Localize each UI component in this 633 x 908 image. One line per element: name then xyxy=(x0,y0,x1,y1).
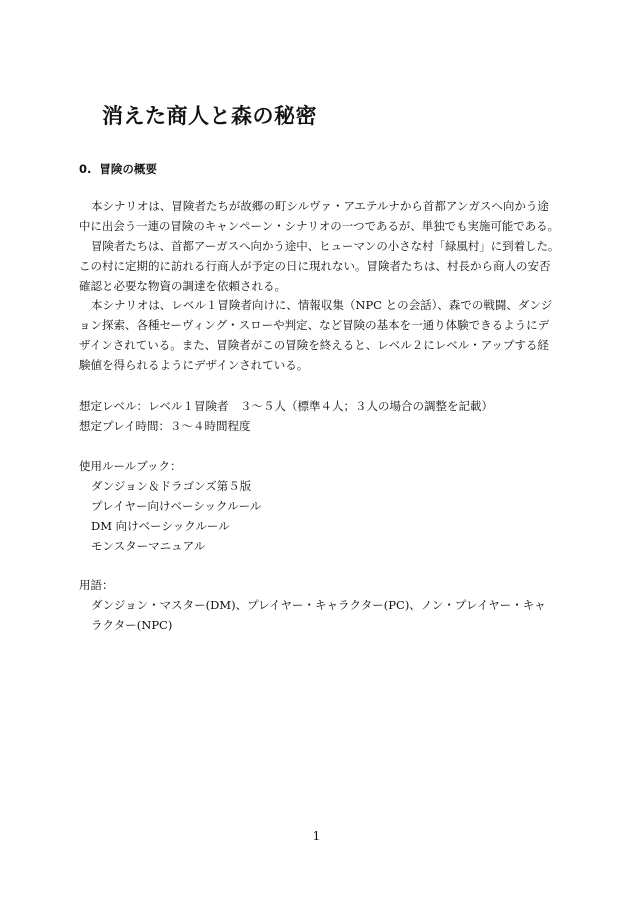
level-info: 想定レベル：レベル１冒険者 ３～５人（標準４人；３人の場合の調整を記載） xyxy=(79,399,493,413)
paragraph-line: 冒険者たちは、首都アーガスへ向かう途中、ヒューマンの小さな村「緑風村」に到着した。 xyxy=(91,239,560,253)
paragraph-line: 確認と必要な物資の調達を依頼される。 xyxy=(79,279,286,293)
rulebook-item: ダンジョン＆ドラゴンズ第５版 xyxy=(91,479,252,493)
rulebooks-heading: 使用ルールブック： xyxy=(79,459,182,473)
document-title: 消えた商人と森の秘密 xyxy=(102,104,317,128)
paragraph-line: 本シナリオは、冒険者たちが故郷の町シルヴァ・アエテルナから首都アンガスへ向かう途 xyxy=(91,199,549,213)
rulebook-item: プレイヤー向けベーシックルール xyxy=(91,499,262,513)
rulebook-item: モンスターマニュアル xyxy=(91,539,206,553)
paragraph-line: ザインされている。また、冒険者がこの冒険を終えると、レベル２にレベル・アップする経 xyxy=(79,338,549,352)
terms-line: ラクター(NPC) xyxy=(91,618,173,632)
paragraph-line: この村に定期的に訪れる行商人が予定の日に現れない。冒険者たちは、村長から商人の安否 xyxy=(79,259,551,273)
rulebook-item: DM 向けベーシックルール xyxy=(91,519,230,533)
paragraph-line: 本シナリオは、レベル１冒険者向けに、情報収集（NPC との会話）、森での戦闘、ダンジ xyxy=(91,298,553,312)
terms-heading: 用語： xyxy=(79,578,114,592)
page-number: 1 xyxy=(312,829,321,843)
paragraph-line: 中に出会う一連の冒険のキャンペーン・シナリオの一つであるが、単独でも実施可能である。 xyxy=(79,219,560,233)
paragraph-line: 験値を得られるようにデザインされている。 xyxy=(79,358,309,372)
terms-line: ダンジョン・マスター(DM)、プレイヤー・キャラクター(PC)、ノン・プレイヤー・キャ xyxy=(91,598,546,612)
paragraph-line: ョン探索、各種セーヴィング・スローや判定、など冒険の基本を一通り体験できるようにデ xyxy=(79,318,550,332)
section-heading: 0. 冒険の概要 xyxy=(79,162,157,176)
play-time-info: 想定プレイ時間：３～４時間程度 xyxy=(79,419,251,433)
